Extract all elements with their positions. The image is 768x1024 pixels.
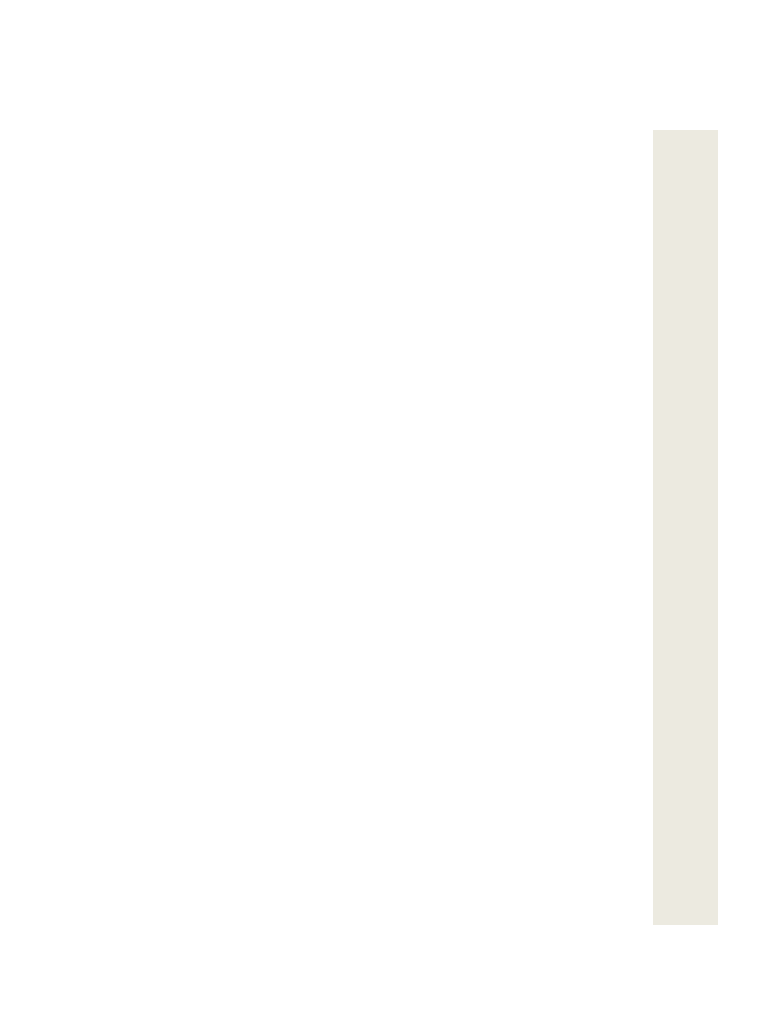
sheet-shaded-area [653,130,718,925]
